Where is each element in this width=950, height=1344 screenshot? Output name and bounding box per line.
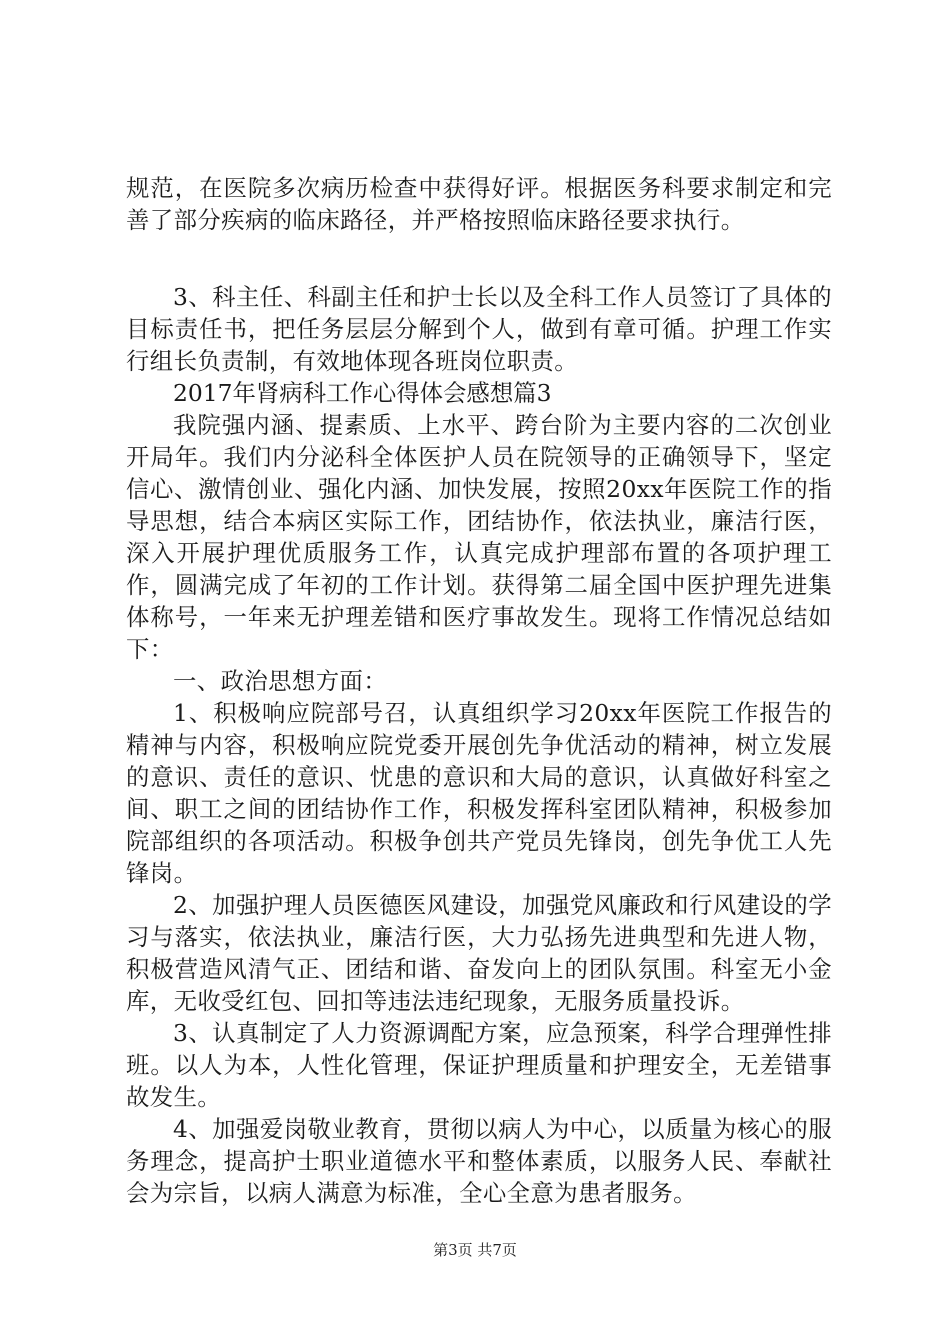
document-body — [126, 172, 832, 1209]
section-heading: 2017年肾病科工作心得体会感想篇3 — [173, 379, 552, 407]
page-number-footer: 第3页 共7页 — [433, 1241, 517, 1259]
paragraph-item-1: 1、积极响应院部号召，认真组织学习20xx年医院工作报告的精神与内容，积极响应院党委开展创先争优活动的精神，树立发展的意识、责任的意识、忧患的意识和大局的意识，认真做好科室之间、职工之间的团结协作工作，积极发挥科室团队精神，积极参加院部组织的各项活动。积极争创共产党员先锋岗，创先争优工人先锋岗。 — [126, 699, 832, 887]
paragraph-gap — [126, 236, 832, 281]
paragraph-intro: 我院强内涵、提素质、上水平、跨台阶为主要内容的二次创业开局年。我们内分泌科全体医护人员在院领导的正确领导下，坚定信心、激情创业、强化内涵、加快发展，按照20xx年医院工作的指导思想，结合本病区实际工作，团结协作，依法执业，廉洁行医，深入开展护理优质服务工作，认真完成护理部布置的各项护理工作，圆满完成了年初的工作计划。获得第二届全国中医护理先进集体称号，一年来无护理差错和医疗事故发生。现将工作情况总结如下： — [126, 411, 832, 663]
paragraph-item-3: 3、认真制定了人力资源调配方案，应急预案，科学合理弹性排班。以人为本，人性化管理，保证护理质量和护理安全，无差错事故发生。 — [126, 1019, 832, 1111]
paragraph-item-2: 2、加强护理人员医德医风建设，加强党风廉政和行风建设的学习与落实，依法执业，廉洁行医，大力弘扬先进典型和先进人物，积极营造风清气正、团结和谐、奋发向上的团队氛围。科室无小金库，无收受红包、回扣等违法违纪现象，无服务质量投诉。 — [126, 891, 832, 1015]
subheading-political: 一、政治思想方面： — [173, 667, 388, 695]
paragraph-item-4: 4、加强爱岗敬业教育，贯彻以病人为中心，以质量为核心的服务理念，提高护士职业道德水平和整体素质，以服务人民、奉献社会为宗旨，以病人满意为标准，全心全意为患者服务。 — [126, 1115, 832, 1207]
paragraph-continued: 规范，在医院多次病历检查中获得好评。根据医务科要求制定和完善了部分疾病的临床路径，并严格按照临床路径要求执行。 — [126, 174, 832, 234]
paragraph-target-responsibility: 3、科主任、科副主任和护士长以及全科工作人员签订了具体的目标责任书，把任务层层分解到个人，做到有章可循。护理工作实行组长负责制，有效地体现各班岗位职责。 — [126, 283, 832, 375]
